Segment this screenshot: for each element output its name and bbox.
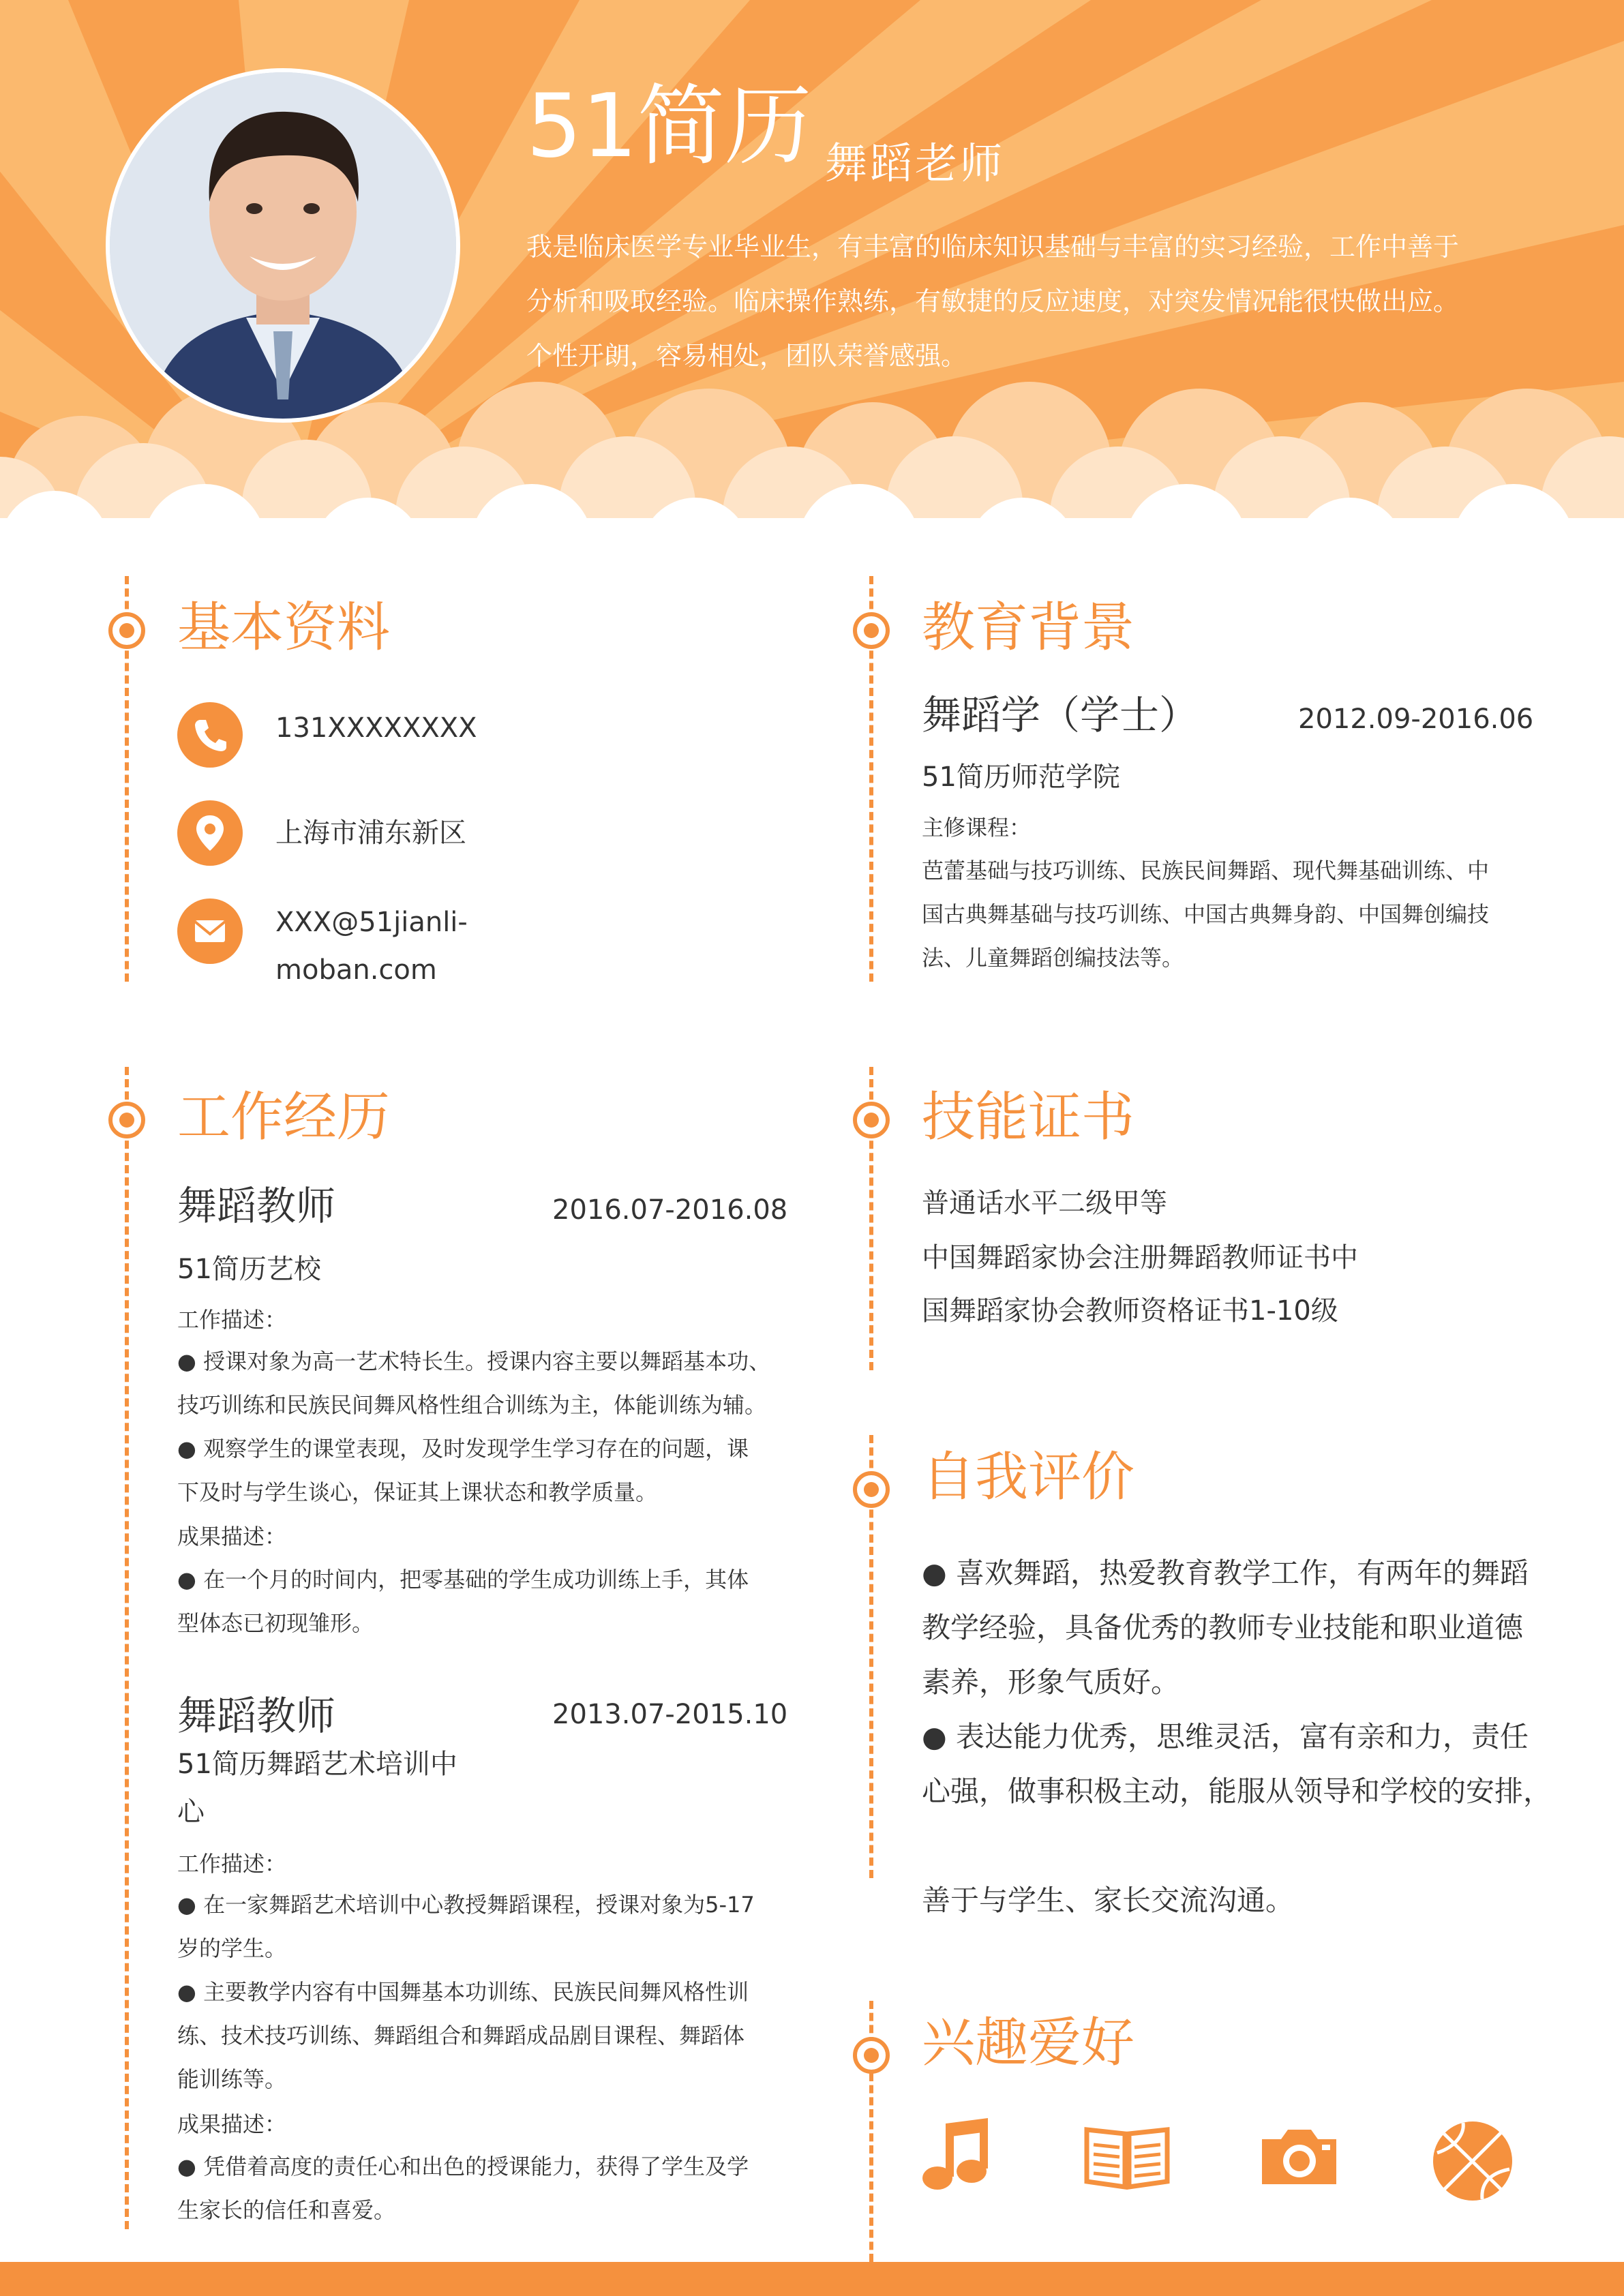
intro-line: 我是临床医学专业毕业生，有丰富的临床知识基础与丰富的实习经验，工作中善于	[526, 232, 1460, 262]
timeline-dot	[853, 1471, 890, 1508]
eval-line: 教学经验，具备优秀的教师专业技能和职业道德	[922, 1611, 1524, 1644]
desc-line: ● 在一家舞蹈艺术培训中心教授舞蹈课程，授课对象为5-17	[177, 1892, 755, 1918]
desc-line: 技巧训练和民族民间舞风格性组合训练为主，体能训练为辅。	[177, 1392, 767, 1418]
phone-icon	[177, 702, 243, 768]
job-company: 51简历艺校	[177, 1254, 321, 1285]
education-date: 2012.09-2016.06	[1298, 704, 1534, 735]
section-title-hobbies: 兴趣爱好	[922, 2012, 1135, 2074]
eval-line: ● 喜欢舞蹈，热爱教育教学工作，有两年的舞蹈	[922, 1556, 1529, 1590]
desc-label: 工作描述：	[177, 1851, 287, 1877]
eval-line: ● 表达能力优秀，思维灵活，富有亲和力，责任	[922, 1720, 1529, 1753]
section-title-education: 教育背景	[922, 597, 1135, 659]
desc-line: 下及时与学生谈心，保证其上课状态和教学质量。	[177, 1479, 658, 1505]
section-title-skills: 技能证书	[922, 1087, 1135, 1148]
eval-line: 心强，做事积极主动，能服从领导和学校的安排，	[922, 1774, 1552, 1808]
degree: 舞蹈学（学士）	[922, 692, 1199, 738]
job-title: 舞蹈老师	[825, 138, 1006, 188]
job-position: 舞蹈教师	[177, 1693, 336, 1739]
desc-line: 能训练等。	[177, 2066, 287, 2092]
music-icon	[917, 2117, 995, 2195]
eval-line: 善于与学生、家长交流沟通。	[922, 1884, 1295, 1917]
result-line: 型体态已初现雏形。	[177, 1610, 374, 1636]
course-line: 芭蕾基础与技巧训练、民族民间舞蹈、现代舞基础训练、中	[922, 858, 1490, 883]
timeline-dot	[108, 612, 145, 649]
basketball-icon	[1430, 2119, 1516, 2204]
intro-line: 个性开朗，容易相处，团队荣誉感强。	[526, 341, 967, 371]
intro-line: 分析和吸取经验。临床操作熟练，有敏捷的反应速度，对突发情况能很快做出应。	[526, 286, 1460, 316]
timeline-dot	[853, 2037, 890, 2074]
courses-label: 主修课程：	[922, 815, 1032, 841]
school-name: 51简历师范学院	[922, 761, 1120, 793]
desc-line: 岁的学生。	[177, 1935, 287, 1961]
book-icon	[1083, 2121, 1171, 2190]
intro-text	[526, 220, 1522, 383]
profile-photo	[106, 68, 460, 423]
eval-line	[922, 1819, 1552, 1873]
mail-icon	[177, 898, 243, 964]
job-result	[177, 1558, 749, 1645]
phone-number: 131XXXXXXXX	[275, 712, 477, 744]
desc-line: 练、技术技巧训练、舞蹈组合和舞蹈成品剧目课程、舞蹈体	[177, 2023, 745, 2049]
skill-item: 普通话水平二级甲等	[922, 1188, 1167, 1219]
course-line: 法、儿童舞蹈创编技法等。	[922, 945, 1184, 971]
skill-item: 国舞蹈家协会教师资格证书1-10级	[922, 1295, 1338, 1327]
candidate-name: 51简历	[526, 76, 812, 177]
section-title-basic-info: 基本资料	[177, 597, 391, 659]
result-line: ● 在一个月的时间内，把零基础的学生成功训练上手，其体	[177, 1567, 749, 1592]
desc-line: ● 授课对象为高一艺术特长生。授课内容主要以舞蹈基本功、	[177, 1348, 771, 1374]
job-date: 2013.07-2015.10	[552, 1699, 788, 1730]
timeline-dot	[853, 612, 890, 649]
desc-line: ● 观察学生的课堂表现，及时发现学生学习存在的问题，课	[177, 1436, 749, 1462]
job-company: 心	[177, 1796, 205, 1828]
section-title-work: 工作经历	[177, 1087, 391, 1148]
timeline-line	[125, 1067, 129, 2229]
job-date: 2016.07-2016.08	[552, 1194, 788, 1226]
section-title-self-evaluation: 自我评价	[922, 1447, 1135, 1508]
result-line: ● 凭借着高度的责任心和出色的授课能力，获得了学生及学	[177, 2154, 749, 2179]
desc-line: ● 主要教学内容有中国舞基本功训练、民族民间舞风格性训	[177, 1979, 749, 2005]
result-label: 成果描述：	[177, 2111, 287, 2137]
result-label: 成果描述：	[177, 1524, 287, 1550]
result-line: 生家长的信任和喜爱。	[177, 2197, 396, 2223]
courses-text	[922, 849, 1489, 980]
camera-icon	[1257, 2126, 1342, 2187]
email-line: moban.com	[275, 954, 437, 986]
skill-item: 中国舞蹈家协会注册舞蹈教师证书中	[922, 1242, 1358, 1273]
email-line: XXX@51jianli-	[275, 907, 468, 938]
desc-label: 工作描述：	[177, 1307, 287, 1333]
footer-bar	[0, 2262, 1624, 2296]
job-result	[177, 2145, 749, 2232]
address: 上海市浦东新区	[275, 817, 466, 849]
timeline-dot	[108, 1102, 145, 1138]
course-line: 国古典舞基础与技巧训练、中国古典舞身韵、中国舞创编技	[922, 901, 1490, 927]
eval-line: 素养，形象气质好。	[922, 1665, 1180, 1699]
job-position: 舞蹈教师	[177, 1183, 336, 1229]
job-description	[177, 1340, 770, 1514]
timeline-dot	[853, 1102, 890, 1138]
job-description	[177, 1883, 755, 2101]
location-icon	[177, 800, 243, 866]
job-company: 51简历舞蹈艺术培训中	[177, 1749, 457, 1780]
self-evaluation-text	[922, 1546, 1552, 1928]
